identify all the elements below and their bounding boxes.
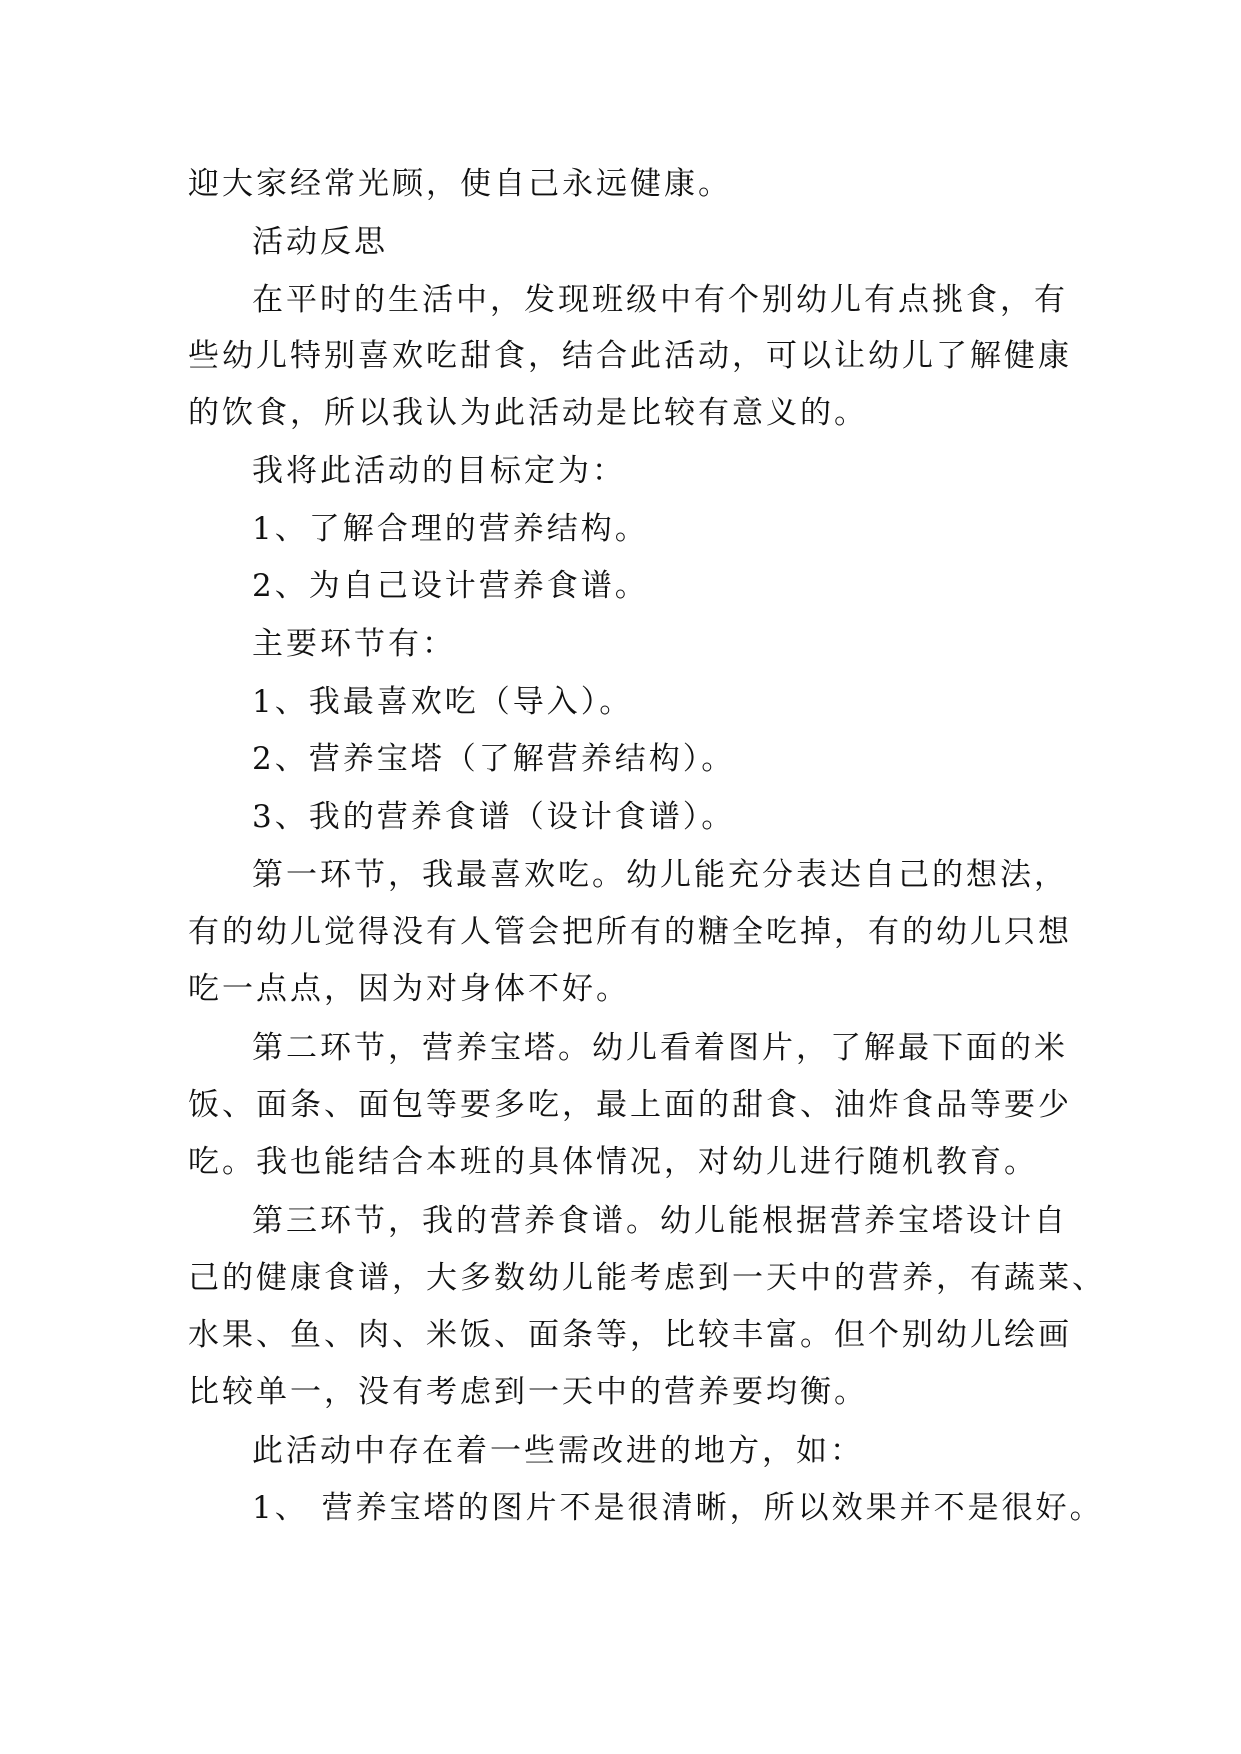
paragraph-line: 吃。我也能结合本班的具体情况，对幼儿进行随机教育。 bbox=[188, 1144, 1038, 1180]
section-heading: 活动反思 bbox=[252, 224, 388, 260]
paragraph-line: 第三环节，我的营养食谱。幼儿能根据营养宝塔设计自 bbox=[252, 1203, 1068, 1239]
paragraph-line: 比较单一，没有考虑到一天中的营养要均衡。 bbox=[188, 1374, 868, 1410]
paragraph-line: 迎大家经常光顾，使自己永远健康。 bbox=[188, 166, 732, 202]
paragraph-line: 第二环节，营养宝塔。幼儿看着图片，了解最下面的米 bbox=[252, 1030, 1068, 1066]
paragraph-line: 主要环节有： bbox=[252, 626, 456, 662]
list-item: 1、我最喜欢吃（导入）。 bbox=[252, 684, 634, 720]
paragraph-line: 的饮食，所以我认为此活动是比较有意义的。 bbox=[188, 395, 868, 431]
paragraph-line: 己的健康食谱，大多数幼儿能考虑到一天中的营养，有蔬菜、 bbox=[188, 1260, 1106, 1296]
paragraph-line: 饭、面条、面包等要多吃，最上面的甜食、油炸食品等要少 bbox=[188, 1087, 1072, 1123]
list-item: 2、为自己设计营养食谱。 bbox=[252, 568, 649, 604]
paragraph-line: 吃一点点，因为对身体不好。 bbox=[188, 971, 630, 1007]
paragraph-line: 此活动中存在着一些需改进的地方，如： bbox=[252, 1433, 864, 1469]
list-item: 2、营养宝塔（了解营养结构）。 bbox=[252, 741, 736, 777]
list-item: 1、了解合理的营养结构。 bbox=[252, 511, 649, 547]
paragraph-line: 第一环节，我最喜欢吃。幼儿能充分表达自己的想法， bbox=[252, 857, 1068, 893]
paragraph-line: 水果、鱼、肉、米饭、面条等，比较丰富。但个别幼儿绘画 bbox=[188, 1317, 1072, 1353]
paragraph-line: 些幼儿特别喜欢吃甜食，结合此活动，可以让幼儿了解健康 bbox=[188, 338, 1072, 374]
paragraph-line: 我将此活动的目标定为： bbox=[252, 453, 626, 489]
list-item: 3、我的营养食谱（设计食谱）。 bbox=[252, 799, 736, 835]
paragraph-line: 在平时的生活中，发现班级中有个别幼儿有点挑食，有 bbox=[252, 282, 1068, 318]
list-item: 1、 营养宝塔的图片不是很清晰，所以效果并不是很好。 bbox=[252, 1490, 1104, 1526]
paragraph-line: 有的幼儿觉得没有人管会把所有的糖全吃掉，有的幼儿只想 bbox=[188, 914, 1072, 950]
